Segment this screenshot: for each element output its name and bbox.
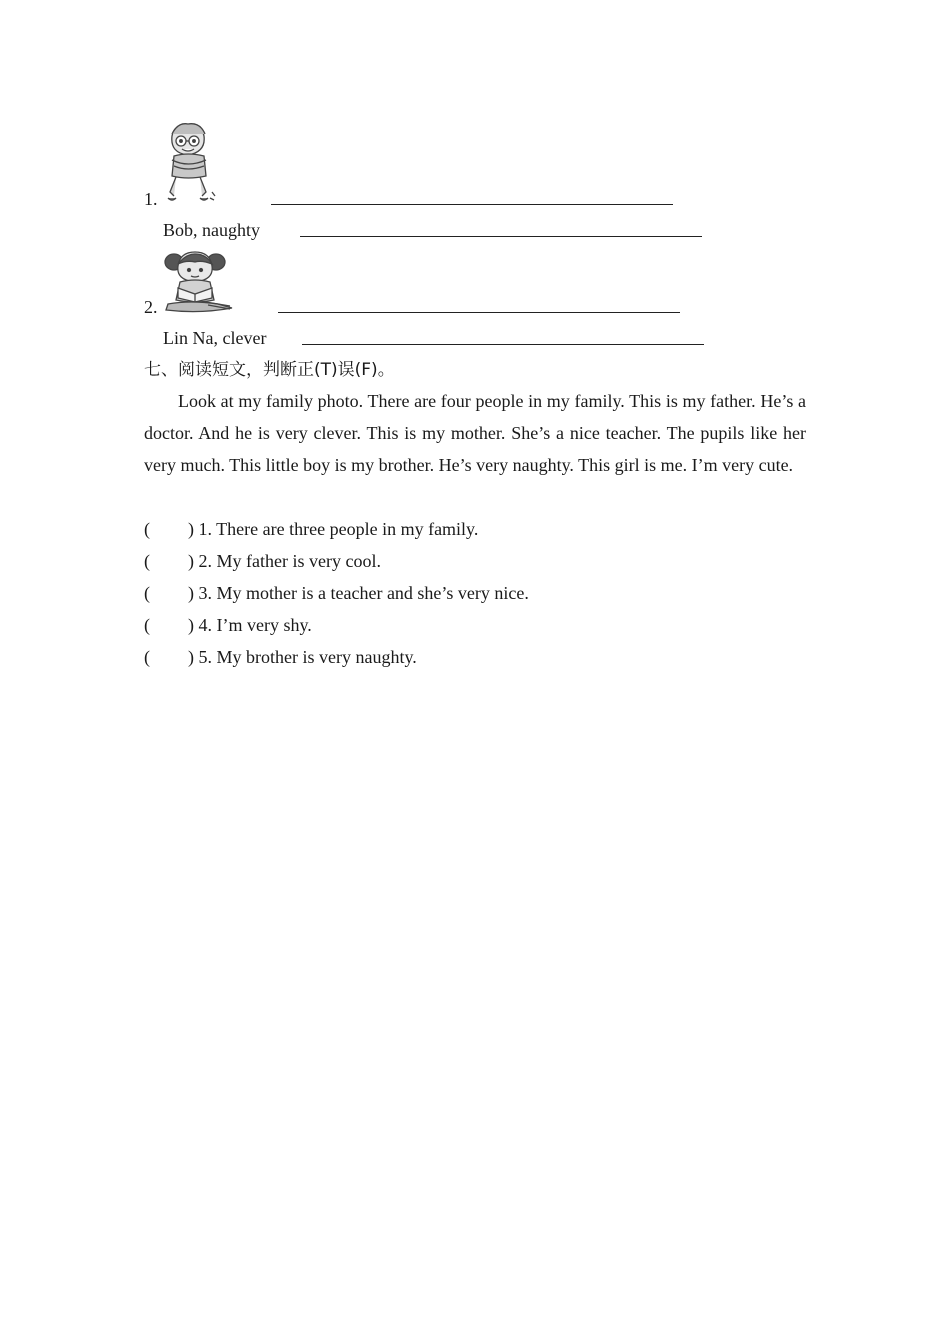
answer-blank-4-open[interactable]: ( (144, 615, 150, 635)
question-4: ( ) 4. I’m very shy. (144, 615, 312, 635)
item-1-number: 1. (144, 189, 158, 209)
item-2-label: Lin Na, clever (163, 328, 267, 348)
question-2-text: 2. My father is very cool. (198, 551, 381, 571)
item-2-answer-line-2[interactable] (302, 344, 704, 345)
item-2-number: 2. (144, 297, 158, 317)
question-3-text: 3. My mother is a teacher and she’s very nice. (198, 583, 529, 603)
answer-blank-1-open[interactable]: ( (144, 519, 150, 539)
reading-passage: Look at my family photo. There are four people in my family. This is my father. He’s a doctor. And he is very clever. This is my mother. She’s a nice teacher. The pupils like her very much. This little boy is my brother. He’s very naughty. This girl is me. I’m very cute. (144, 391, 806, 475)
question-5-text: 5. My brother is very naughty. (198, 647, 417, 667)
answer-blank-2-open[interactable]: ( (144, 551, 150, 571)
section-7-heading: 七、阅读短文，判断正(T)误(F)。 (144, 360, 395, 380)
question-2: ( ) 2. My father is very cool. (144, 551, 381, 571)
item-1-answer-line-1[interactable] (271, 204, 673, 205)
question-1-text: 1. There are three people in my family. (198, 519, 479, 539)
item-1-answer-line-2[interactable] (300, 236, 702, 237)
question-5: ( ) 5. My brother is very naughty. (144, 647, 417, 667)
answer-blank-3-open[interactable]: ( (144, 583, 150, 603)
question-3: ( ) 3. My mother is a teacher and she’s very nice. (144, 583, 529, 603)
question-1: ( ) 1. There are three people in my family. (144, 519, 479, 539)
item-2-answer-line-1[interactable] (278, 312, 680, 313)
girl-reading-illustration (160, 248, 234, 314)
item-1-label: Bob, naughty (163, 220, 260, 240)
answer-blank-5-open[interactable]: ( (144, 647, 150, 667)
boy-with-glasses-illustration (160, 122, 220, 206)
question-4-text: 4. I’m very shy. (198, 615, 312, 635)
